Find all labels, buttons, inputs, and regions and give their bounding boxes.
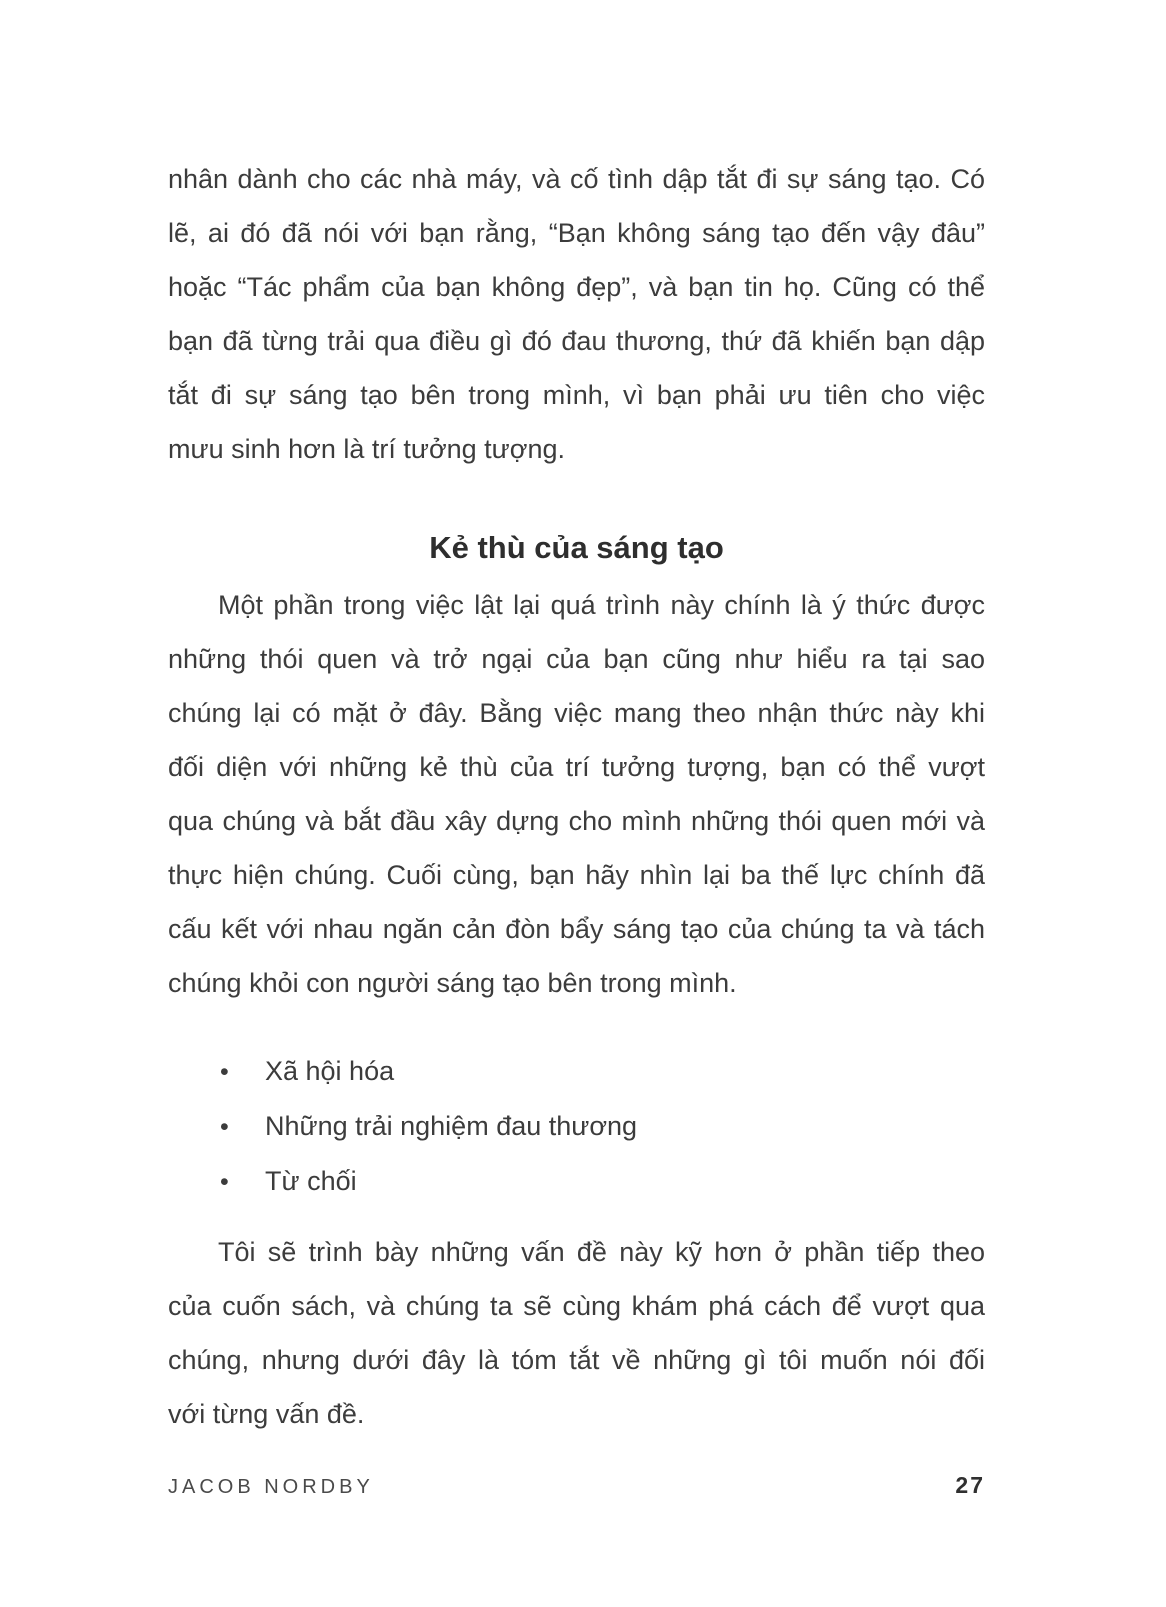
running-footer-author: JACOB NORDBY bbox=[168, 1476, 374, 1498]
section-heading: Kẻ thù của sáng tạo bbox=[429, 530, 724, 565]
bullet-dot-icon: • bbox=[220, 1058, 229, 1086]
page-footer bbox=[168, 1472, 985, 1499]
body-paragraph bbox=[168, 1225, 985, 1441]
text-line: qua chúng và bắt đầu xây dựng cho mình những thói quen mới và bbox=[168, 806, 985, 836]
text-line: với từng vấn đề. bbox=[168, 1399, 365, 1429]
text-line: những thói quen và trở ngại của bạn cũng như hiểu ra tại sao bbox=[168, 644, 985, 674]
bullet-item-label: Xã hội hóa bbox=[265, 1056, 395, 1086]
bullet-item-label: Từ chối bbox=[265, 1166, 357, 1196]
bullet-dot-icon: • bbox=[220, 1113, 229, 1141]
bullet-list bbox=[168, 1044, 985, 1209]
text-line: chúng khỏi con người sáng tạo bên trong mình. bbox=[168, 968, 737, 998]
text-line: thực hiện chúng. Cuối cùng, bạn hãy nhìn lại ba thế lực chính đã bbox=[168, 860, 985, 890]
page-number: 27 bbox=[955, 1472, 985, 1498]
text-line: nhân dành cho các nhà máy, và cố tình dập tắt đi sự sáng tạo. Có bbox=[168, 164, 985, 194]
text-line: hoặc “Tác phẩm của bạn không đẹp”, và bạn tin họ. Cũng có thể bbox=[168, 272, 985, 302]
bullet-dot-icon: • bbox=[220, 1168, 229, 1196]
body-paragraph bbox=[168, 578, 985, 1010]
text-line: mưu sinh hơn là trí tưởng tượng. bbox=[168, 434, 565, 464]
bullet-item-label: Những trải nghiệm đau thương bbox=[265, 1111, 638, 1141]
bullet-item bbox=[168, 1099, 985, 1154]
body-paragraph bbox=[168, 152, 985, 476]
text-line: đối diện với những kẻ thù của trí tưởng tượng, bạn có thể vượt bbox=[168, 752, 985, 782]
text-line: Một phần trong việc lật lại quá trình này chính là ý thức được bbox=[218, 590, 985, 620]
bullet-item bbox=[168, 1044, 985, 1099]
text-line: Tôi sẽ trình bày những vấn đề này kỹ hơn ở phần tiếp theo bbox=[218, 1237, 985, 1267]
text-line: chúng, nhưng dưới đây là tóm tắt về những gì tôi muốn nói đối bbox=[168, 1345, 985, 1375]
text-line: tắt đi sự sáng tạo bên trong mình, vì bạn phải ưu tiên cho việc bbox=[168, 380, 985, 410]
bullet-item bbox=[168, 1154, 985, 1209]
page-body bbox=[168, 0, 985, 1441]
text-line: chúng lại có mặt ở đây. Bằng việc mang theo nhận thức này khi bbox=[168, 698, 985, 728]
text-line: cấu kết với nhau ngăn cản đòn bẩy sáng tạo của chúng ta và tách bbox=[168, 914, 985, 944]
text-line: bạn đã từng trải qua điều gì đó đau thương, thứ đã khiến bạn dập bbox=[168, 326, 985, 356]
text-line: lẽ, ai đó đã nói với bạn rằng, “Bạn không sáng tạo đến vậy đâu” bbox=[168, 218, 985, 248]
text-line: của cuốn sách, và chúng ta sẽ cùng khám phá cách để vượt qua bbox=[168, 1291, 985, 1321]
